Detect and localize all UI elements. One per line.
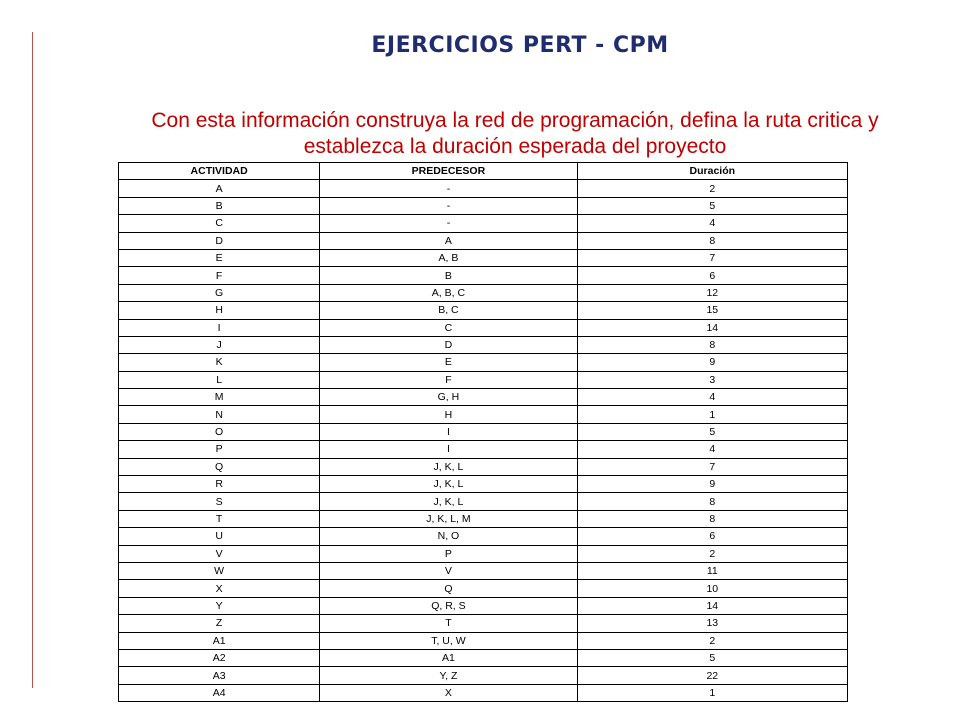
header-activity: ACTIVIDAD — [119, 163, 320, 180]
cell-predecessor: X — [320, 684, 577, 701]
cell-duration: 14 — [577, 597, 847, 614]
cell-predecessor: H — [320, 406, 577, 423]
cell-activity: T — [119, 510, 320, 527]
cell-activity: W — [119, 562, 320, 579]
cell-predecessor: J, K, L, M — [320, 510, 577, 527]
cell-duration: 22 — [577, 667, 847, 684]
table-row — [119, 458, 848, 475]
table-row — [119, 215, 848, 232]
cell-predecessor: J, K, L — [320, 493, 577, 510]
cell-predecessor: P — [320, 545, 577, 562]
cell-activity: U — [119, 528, 320, 545]
cell-predecessor: Y, Z — [320, 667, 577, 684]
cell-duration: 15 — [577, 302, 847, 319]
left-accent-line — [32, 32, 33, 688]
cell-activity: S — [119, 493, 320, 510]
cell-duration: 7 — [577, 249, 847, 266]
cell-duration: 2 — [577, 632, 847, 649]
table-row — [119, 389, 848, 406]
table-row — [119, 545, 848, 562]
cell-predecessor: Q — [320, 580, 577, 597]
cell-duration: 7 — [577, 458, 847, 475]
cell-activity: V — [119, 545, 320, 562]
cell-predecessor: - — [320, 215, 577, 232]
instruction-text: Con esta información construya la red de programación, defina la ruta critica y establezca la duración esperada del proyecto — [151, 109, 879, 158]
cell-predecessor: V — [320, 562, 577, 579]
cell-predecessor: F — [320, 371, 577, 388]
cell-duration: 4 — [577, 389, 847, 406]
cell-predecessor: T, U, W — [320, 632, 577, 649]
cell-activity: R — [119, 476, 320, 493]
cell-activity: E — [119, 249, 320, 266]
cell-predecessor: G, H — [320, 389, 577, 406]
table-row — [119, 562, 848, 579]
cell-activity: A2 — [119, 649, 320, 666]
cell-duration: 6 — [577, 267, 847, 284]
table-row — [119, 336, 848, 353]
cell-duration: 5 — [577, 197, 847, 214]
cell-duration: 5 — [577, 649, 847, 666]
cell-activity: D — [119, 232, 320, 249]
cell-predecessor: T — [320, 615, 577, 632]
page-title: EJERCICIOS PERT - CPM — [371, 33, 669, 58]
cell-activity: K — [119, 354, 320, 371]
cell-predecessor: - — [320, 180, 577, 197]
cell-predecessor: Q, R, S — [320, 597, 577, 614]
table-row — [119, 354, 848, 371]
table-row — [119, 319, 848, 336]
cell-predecessor: A1 — [320, 649, 577, 666]
cell-activity: X — [119, 580, 320, 597]
table-row — [119, 197, 848, 214]
cell-predecessor: C — [320, 319, 577, 336]
cell-duration: 2 — [577, 180, 847, 197]
table-row — [119, 615, 848, 632]
cell-duration: 1 — [577, 406, 847, 423]
table-row — [119, 267, 848, 284]
cell-predecessor: A, B, C — [320, 284, 577, 301]
cell-duration: 8 — [577, 493, 847, 510]
cell-activity: Z — [119, 615, 320, 632]
table-row — [119, 180, 848, 197]
cell-duration: 14 — [577, 319, 847, 336]
cell-activity: I — [119, 319, 320, 336]
table-row — [119, 232, 848, 249]
cell-duration: 1 — [577, 684, 847, 701]
cell-duration: 13 — [577, 615, 847, 632]
cell-activity: F — [119, 267, 320, 284]
cell-duration: 8 — [577, 510, 847, 527]
table-row — [119, 406, 848, 423]
table-row — [119, 597, 848, 614]
cell-activity: Q — [119, 458, 320, 475]
activity-table — [118, 162, 848, 702]
cell-predecessor: D — [320, 336, 577, 353]
cell-predecessor: A, B — [320, 249, 577, 266]
cell-predecessor: B, C — [320, 302, 577, 319]
table-row — [119, 441, 848, 458]
cell-predecessor: N, O — [320, 528, 577, 545]
cell-predecessor: J, K, L — [320, 476, 577, 493]
table-row — [119, 510, 848, 527]
table-row — [119, 684, 848, 701]
table-row — [119, 423, 848, 440]
cell-predecessor: - — [320, 197, 577, 214]
cell-duration: 9 — [577, 476, 847, 493]
cell-activity: M — [119, 389, 320, 406]
cell-duration: 4 — [577, 215, 847, 232]
cell-predecessor: I — [320, 441, 577, 458]
table-row — [119, 528, 848, 545]
cell-activity: A — [119, 180, 320, 197]
table-row — [119, 302, 848, 319]
cell-activity: G — [119, 284, 320, 301]
cell-activity: H — [119, 302, 320, 319]
table-body — [119, 180, 848, 702]
cell-activity: Y — [119, 597, 320, 614]
cell-predecessor: J, K, L — [320, 458, 577, 475]
table-row — [119, 649, 848, 666]
cell-duration: 2 — [577, 545, 847, 562]
cell-predecessor: I — [320, 423, 577, 440]
table-row — [119, 632, 848, 649]
table-row — [119, 284, 848, 301]
table-row — [119, 371, 848, 388]
cell-duration: 8 — [577, 232, 847, 249]
cell-activity: B — [119, 197, 320, 214]
table-row — [119, 493, 848, 510]
cell-duration: 4 — [577, 441, 847, 458]
cell-activity: A4 — [119, 684, 320, 701]
cell-activity: O — [119, 423, 320, 440]
cell-duration: 5 — [577, 423, 847, 440]
cell-duration: 6 — [577, 528, 847, 545]
cell-activity: C — [119, 215, 320, 232]
cell-activity: A1 — [119, 632, 320, 649]
cell-duration: 8 — [577, 336, 847, 353]
table-row — [119, 249, 848, 266]
cell-activity: P — [119, 441, 320, 458]
header-predecessor: PREDECESOR — [320, 163, 577, 180]
table-row — [119, 476, 848, 493]
cell-predecessor: B — [320, 267, 577, 284]
table-row — [119, 667, 848, 684]
cell-duration: 11 — [577, 562, 847, 579]
cell-duration: 9 — [577, 354, 847, 371]
cell-activity: J — [119, 336, 320, 353]
cell-predecessor: E — [320, 354, 577, 371]
cell-activity: L — [119, 371, 320, 388]
table-header-row — [119, 163, 848, 180]
header-duration: Duración — [577, 163, 847, 180]
cell-duration: 12 — [577, 284, 847, 301]
cell-duration: 3 — [577, 371, 847, 388]
table-row — [119, 580, 848, 597]
cell-duration: 10 — [577, 580, 847, 597]
cell-activity: A3 — [119, 667, 320, 684]
cell-activity: N — [119, 406, 320, 423]
cell-predecessor: A — [320, 232, 577, 249]
